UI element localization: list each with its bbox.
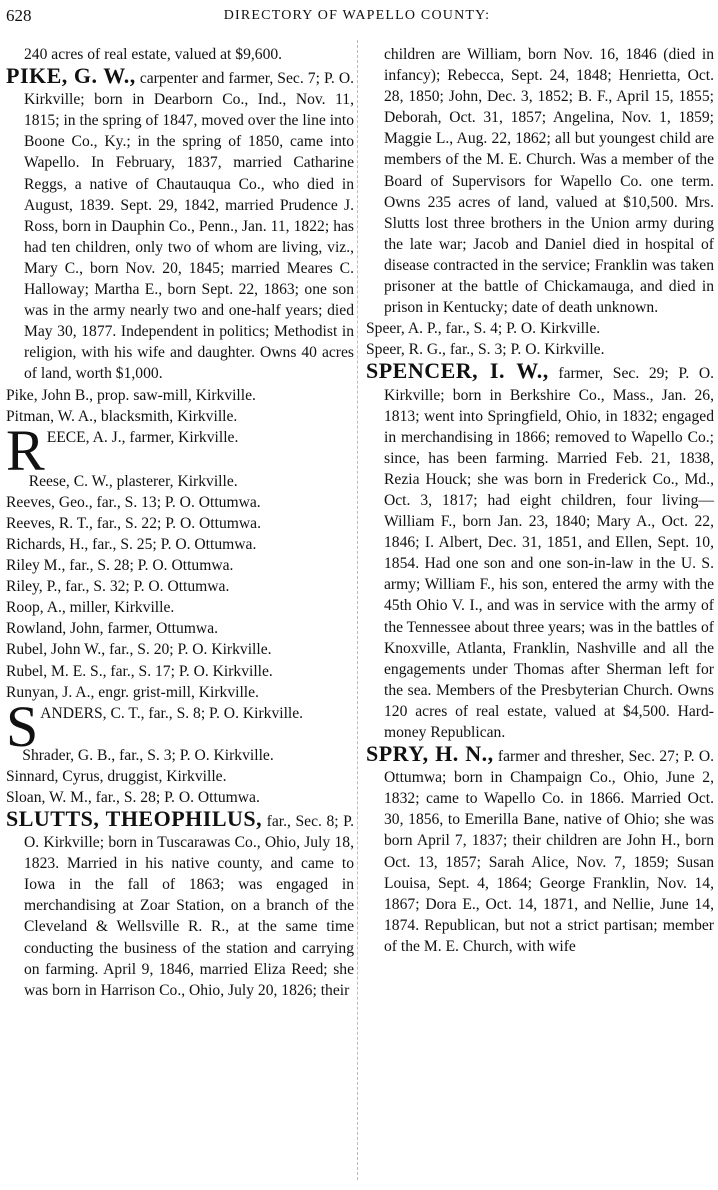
continued-text: children are William, born Nov. 16, 1846 (died in infancy); Rebecca, Sept. 24, 1848; Henrietta, Oct. 28, 1850; John, Dec. 3, 1852; B. F., April 15, 1855; Deborah, Oct. 31, 1857; Angelina, Nov. 1, 1859; Maggie L., Aug. 22, 1862; all but youngest child are members of the M. E. Church. Was a member of the Board of Supervisors for Wapello Co. one term. Owns 235 acres of land, valued at $10,500. Mrs. Slutts lost three brothers in the Union army during the late war; Jacob and Daniel died in hospital of disease contracted in the service; Franklin was taken prisoner at the battle of Chickamauga, and died in prison in Kentucky; date of death unknown. bbox=[384, 46, 714, 317]
list-item: Rubel, John W., far., S. 20; P. O. Kirkville. bbox=[6, 641, 272, 659]
drop-cap: S bbox=[6, 693, 39, 759]
drop-cap: R bbox=[6, 417, 45, 483]
list-item: Reeves, R. T., far., S. 22; P. O. Ottumwa. bbox=[6, 514, 261, 532]
entry-name: SPENCER, I. W., bbox=[366, 358, 549, 384]
page-number: 628 bbox=[6, 6, 32, 25]
entry-text: far., Sec. 8; P. O. Kirkville; born in Tuscarawas Co., Ohio, July 18, 1823. Married in his native county, and came to Iowa in the fall of 1863; was engaged in merchandising at Zoar Station, on a branch of the Cleveland & Wellsville R. R., at the same time conducting the business of the station and carrying on farming. April 9, 1846, married Eliza Reed; she was born in Harrison Co., Ohio, July 20, 1826; their bbox=[24, 813, 354, 999]
entry-text: farmer, Sec. 29; P. O. Kirkville; born in Berkshire Co., Mass., Jan. 26, 1813; went into Springfield, Ohio, in 1832; engaged in merchandising in 1866; removed to Wapello Co.; since, has been farming. Married Feb. 21, 1838, Rezia Houck; she was born in Frederick Co., Md., Oct. 3, 1817; had eight children, four living—William F., born Jan. 23, 1840; Mary A., Oct. 22, 1846; I. Albert, Dec. 31, 1851, and Ellen, Sept. 10, 1854. Had one son and one son-in-law in the U. S. army; William F., his son, entered the army with the 45th Ohio V. I., and was in service with the army of the Tennessee about three years; was in the battles of Knoxville, Atlanta, Franklin, Nashville and all the engagements under Thomas after Sherman left for the sea. Members of the Presbyterian Church. Owns 120 acres of real estate, valued at $4,500. Hard-money Republican. bbox=[384, 365, 714, 741]
continued-text: 240 acres of real estate, valued at $9,600. bbox=[24, 46, 283, 63]
column-divider bbox=[357, 40, 358, 1180]
page-header bbox=[6, 6, 708, 34]
entry-spencer bbox=[366, 360, 714, 743]
entry-slutts bbox=[6, 808, 354, 1001]
entry-pike-gw bbox=[6, 65, 354, 384]
entry-text: ANDERS, C. T., far., S. 8; P. O. Kirkville. bbox=[40, 704, 304, 722]
entry-text: carpenter and farmer, Sec. 7; P. O. Kirkville; born in Dearborn Co., Ind., Nov. 11, 1815; in the spring of 1847, moved over the line into Boone Co., Ky.; in the spring of 1850, came into Wapello. In February, 1837, married Catharine Reggs, a native of Chautauqua Co., who died in August, 1839. Sept. 29, 1842, married Prudence J. Ross, born in Dauphin Co., Penn., Jan. 11, 1822; has had ten children, only two of whom are living, viz., Mary C., born Nov. 20, 1845; married Meares C. Halloway; Martha E., born Sept. 22, 1863; one son was in the army nearly two and one-half years; died May 30, 1877. Independent in politics; Methodist in religion, with his wife and daughter. Owns 40 acres of land, worth $1,000. bbox=[24, 70, 354, 383]
entry-name: SPRY, H. N., bbox=[366, 741, 494, 767]
list-item: Roop, A., miller, Kirkville. bbox=[6, 599, 175, 617]
entry-text: EECE, A. J., farmer, Kirkville. bbox=[46, 428, 239, 446]
list-item: Richards, H., far., S. 25; P. O. Ottumwa. bbox=[6, 535, 257, 553]
entry-name: PIKE, G. W., bbox=[6, 63, 136, 89]
list-item: Reeves, Geo., far., S. 13; P. O. Ottumwa. bbox=[6, 493, 261, 511]
list-item: Riley, P., far., S. 32; P. O. Ottumwa. bbox=[6, 578, 230, 596]
running-title: DIRECTORY OF WAPELLO COUNTY: bbox=[223, 8, 491, 23]
list-item: Pike, John B., prop. saw-mill, Kirkville. bbox=[6, 386, 256, 404]
entry-text: farmer and thresher, Sec. 27; P. O. Ottumwa; born in Champaign Co., Ohio, June 2, 1832; came to Wapello Co. in 1866. Married Oct. 30, 1856, to Emerilla Bane, native of Ohio; she was born April 7, 1837; their children are John H., born Oct. 13, 1857; Sarah Alice, Nov. 7, 1859; Susan Louisa, Sept. 4, 1864; George Franklin, Nov. 14, 1867; Dora E., Oct. 14, 1871, and Nellie, June 14, 1874. Republican, but not a strict partisan; member of the M. E. Church, with wife bbox=[384, 748, 714, 955]
list-item: Sloan, W. M., far., S. 28; P. O. Ottumwa. bbox=[6, 788, 260, 806]
list-item: Pitman, W. A., blacksmith, Kirkville. bbox=[6, 407, 238, 425]
list-item: Speer, R. G., far., S. 3; P. O. Kirkville. bbox=[366, 341, 605, 359]
list-item: Speer, A. P., far., S. 4; P. O. Kirkville. bbox=[366, 320, 601, 338]
right-column bbox=[366, 44, 714, 957]
list-item: Rubel, M. E. S., far., S. 17; P. O. Kirkville. bbox=[6, 662, 273, 680]
list-item: Rowland, John, farmer, Ottumwa. bbox=[6, 620, 219, 638]
left-column bbox=[6, 44, 354, 1001]
list-item: Shrader, G. B., far., S. 3; P. O. Kirkville. bbox=[22, 746, 274, 764]
list-item: Runyan, J. A., engr. grist-mill, Kirkville. bbox=[6, 683, 259, 701]
list-item: Riley M., far., S. 28; P. O. Ottumwa. bbox=[6, 557, 234, 575]
list-item: Reese, C. W., plasterer, Kirkville. bbox=[28, 472, 238, 490]
list-item: Sinnard, Cyrus, druggist, Kirkville. bbox=[6, 767, 227, 785]
entry-spry bbox=[366, 743, 714, 957]
entry-name: SLUTTS, THEOPHILUS, bbox=[6, 806, 263, 831]
